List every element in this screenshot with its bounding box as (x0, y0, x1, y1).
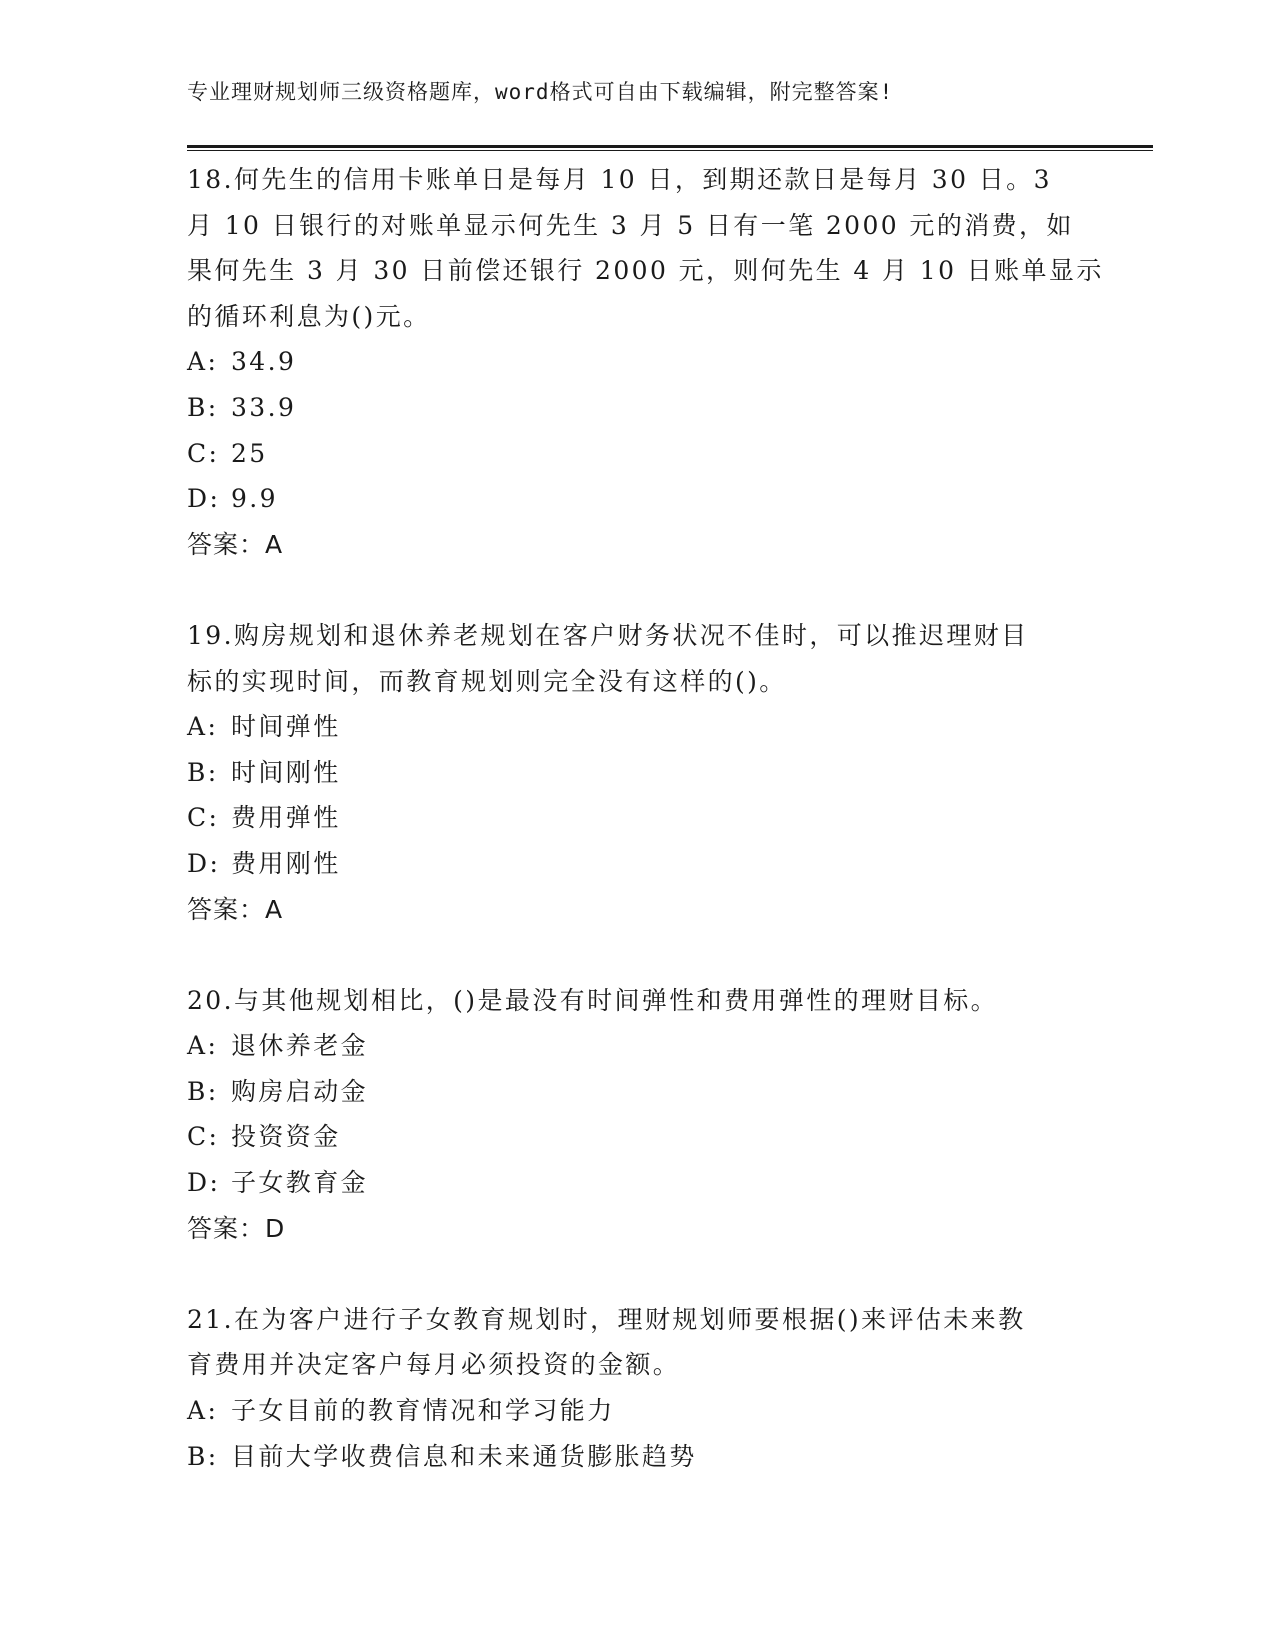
option-text: 34.9 (231, 347, 297, 377)
option-b (187, 385, 1087, 431)
option-c (187, 795, 1087, 841)
option-text: 投资资金 (231, 1122, 341, 1152)
answer-line: 答案：A (187, 529, 284, 559)
option-letter: C: (187, 803, 220, 833)
option-a (187, 1023, 1087, 1069)
option-letter: B: (187, 757, 219, 787)
option-b (187, 750, 1087, 796)
question-stem-line: 19.购房规划和退休养老规划在客户财务状况不佳时，可以推迟理财目 (187, 620, 1029, 650)
option-letter: B: (187, 392, 219, 422)
option-text: 25 (231, 438, 268, 468)
question-stem-line: 的循环利息为()元。 (187, 301, 431, 331)
option-letter: B: (187, 1076, 219, 1106)
option-letter: D: (187, 484, 221, 514)
question-stem-line: 21.在为客户进行子女教育规划时，理财规划师要根据()来评估未来教 (187, 1304, 1026, 1334)
question-stem-line: 育费用并决定客户每月必须投资的金额。 (187, 1350, 681, 1380)
option-letter: C: (187, 438, 220, 468)
question-stem-line: 月 10 日银行的对账单显示何先生 3 月 5 日有一笔 2000 元的消费，如 (187, 210, 1074, 240)
option-text: 目前大学收费信息和未来通货膨胀趋势 (231, 1441, 697, 1471)
option-b (187, 1434, 1087, 1480)
option-letter: B: (187, 1441, 219, 1471)
option-letter: A: (187, 712, 219, 742)
option-text: 费用弹性 (231, 803, 341, 833)
option-a (187, 339, 1087, 385)
question-stem-line: 20.与其他规划相比，()是最没有时间弹性和费用弹性的理财目标。 (187, 985, 999, 1015)
option-text: 33.9 (231, 392, 297, 422)
option-a (187, 1388, 1087, 1434)
option-letter: D: (187, 1168, 221, 1198)
option-d (187, 841, 1087, 887)
option-text: 时间弹性 (231, 712, 341, 742)
option-a (187, 704, 1087, 750)
option-letter: A: (187, 347, 219, 377)
question-stem-line: 标的实现时间，而教育规划则完全没有这样的()。 (187, 666, 787, 696)
option-text: 子女目前的教育情况和学习能力 (231, 1396, 615, 1426)
answer-line: 答案：A (187, 894, 284, 924)
question-stem-line: 果何先生 3 月 30 日前偿还银行 2000 元，则何先生 4 月 10 日账单显示 (187, 256, 1104, 286)
question-21 (187, 1297, 1087, 1479)
option-c (187, 431, 1087, 477)
answer-line: 答案：D (187, 1213, 286, 1243)
option-letter: C: (187, 1122, 220, 1152)
option-letter: D: (187, 848, 221, 878)
option-text: 子女教育金 (231, 1168, 369, 1198)
option-text: 费用刚性 (231, 848, 341, 878)
option-letter: A: (187, 1031, 219, 1061)
question-list (187, 157, 1104, 1479)
option-text: 时间刚性 (231, 757, 341, 787)
option-b (187, 1069, 1087, 1115)
question-20 (187, 978, 1087, 1252)
page-header: 专业理财规划师三级资格题库，word格式可自由下载编辑，附完整答案! (187, 80, 894, 104)
option-d (187, 476, 1087, 522)
question-stem-line: 18.何先生的信用卡账单日是每月 10 日，到期还款日是每月 30 日。3 (187, 165, 1052, 194)
option-d (187, 1160, 1087, 1206)
option-letter: A: (187, 1396, 219, 1426)
option-text: 购房启动金 (231, 1076, 369, 1106)
option-text: 退休养老金 (231, 1031, 369, 1061)
header-divider (187, 145, 1153, 151)
question-18 (187, 157, 1104, 567)
question-19 (187, 613, 1087, 932)
option-text: 9.9 (231, 484, 278, 514)
option-c (187, 1114, 1087, 1160)
